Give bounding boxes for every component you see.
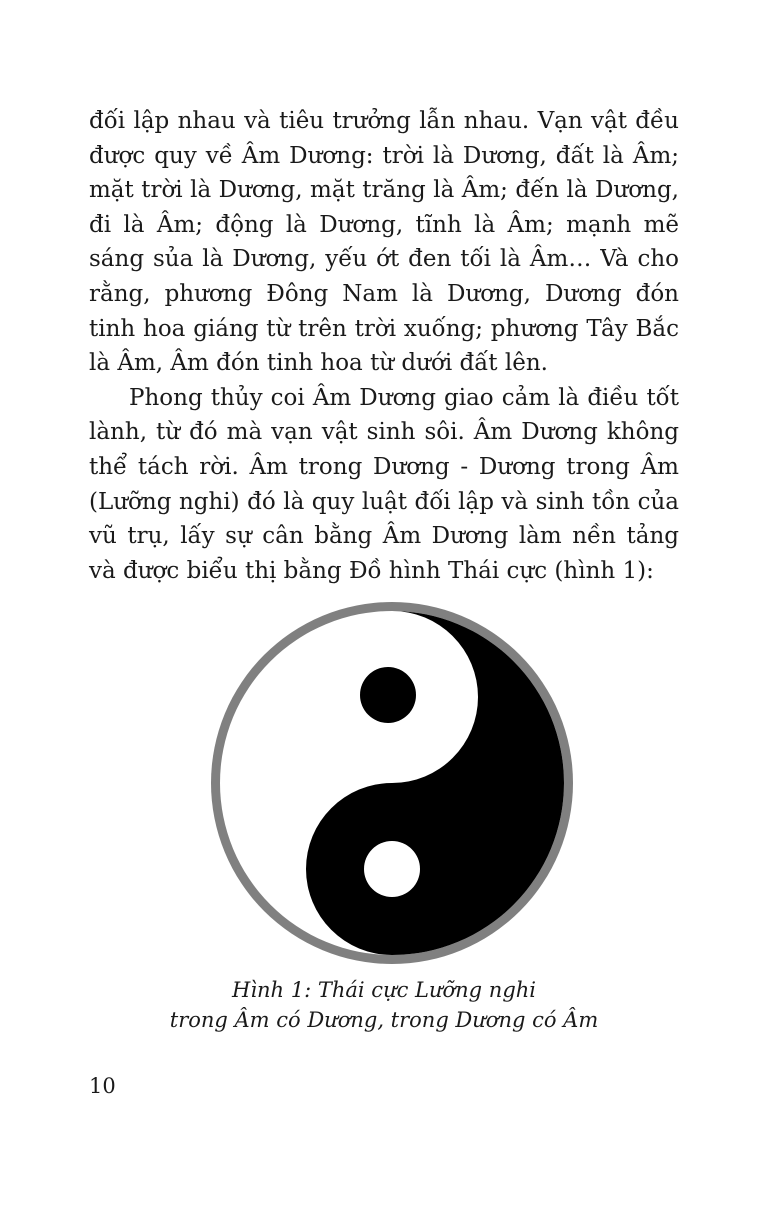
caption-line-2: trong Âm có Dương, trong Dương có Âm <box>169 1008 599 1032</box>
paragraph-1: đối lập nhau và tiêu trưởng lẫn nhau. Vạn vật đều được quy về Âm Dương: trời là Dương, đất là Âm; mặt trời là Dương, mặt trăng là Âm; đến là Dương, đi là Âm; động là Dương, tĩnh là Âm; mạnh mẽ sáng sủa là Dương, yếu ớt đen tối là Âm… Và cho rằng, phương Đông Nam là Dương, Dương đón tinh hoa giáng từ trên trời xuống; phương Tây Bắc là Âm, Âm đón tinh hoa từ dưới đất lên. <box>89 108 679 377</box>
caption-line-1: Hình 1: Thái cực Lưỡng nghi <box>232 978 536 1002</box>
yin-yang-icon <box>202 593 582 973</box>
page-number: 10 <box>89 1074 116 1098</box>
figure-1 <box>202 593 582 973</box>
yin-eye <box>360 667 416 723</box>
paragraph-2: Phong thủy coi Âm Dương giao cảm là điều tốt lành, từ đó mà vạn vật sinh sôi. Âm Dương không thể tách rời. Âm trong Dương - Dương trong Âm (Lưỡng nghi) đó là quy luật đối lập và sinh tồn của vũ trụ, lấy sự cân bằng Âm Dương làm nền tảng và được biểu thị bằng Đồ hình Thái cực (hình 1): <box>89 384 679 584</box>
yang-eye <box>364 841 420 897</box>
figure-caption <box>89 975 679 1035</box>
body-text <box>89 104 679 588</box>
